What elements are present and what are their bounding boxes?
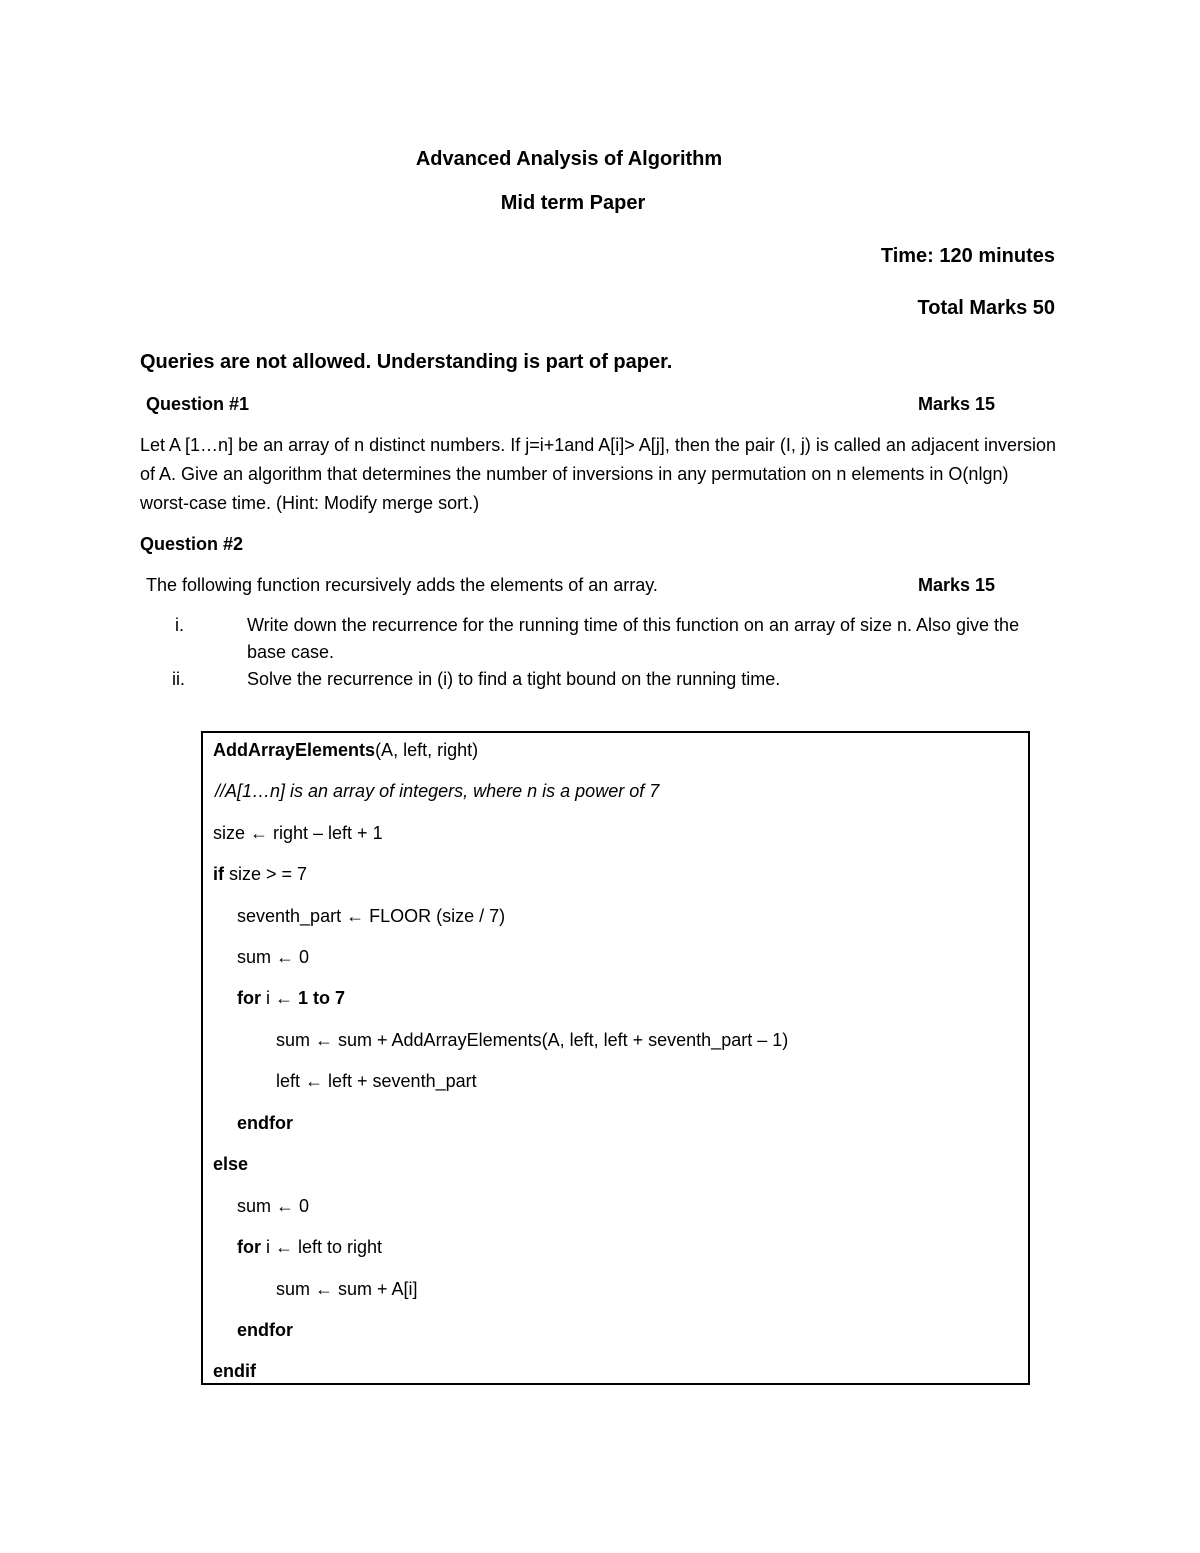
list-item-text: Solve the recurrence in (i) to find a tight bound on the running time.	[247, 669, 781, 689]
code-line: left ← left + seventh_part	[276, 1071, 477, 1091]
list-item-number: i.	[175, 615, 184, 635]
instructions-note: Queries are not allowed. Understanding is part of paper.	[140, 351, 673, 373]
keyword: for	[237, 988, 261, 1008]
question-1-heading: Question #1	[146, 394, 250, 414]
time-label: Time: 120 minutes	[880, 245, 1055, 267]
code-range: 1 to 7	[298, 988, 346, 1008]
code-line-for	[237, 1237, 382, 1258]
code-line-if	[213, 864, 307, 885]
code-line-signature	[213, 740, 478, 761]
code-line-endfor: endfor	[237, 1113, 293, 1133]
question-2-heading: Question #2	[140, 534, 244, 554]
question-2-marks: Marks 15	[918, 575, 996, 595]
code-line-else: else	[213, 1154, 249, 1174]
question-1-text: Let A [1…n] be an array of n distinct numbers. If j=i+1and A[i]> A[j], then the pair (I, j) is called an adjacent inversion of A. Give an algorithm that determines the number of inversions in any permutation on n elements in O(nlgn) worst-case time. (Hint: Modify merge sort.)	[140, 435, 1057, 513]
function-args: (A, left, right)	[375, 740, 479, 760]
code-line-endif: endif	[213, 1361, 256, 1381]
code-text: size > = 7	[224, 864, 308, 884]
question-1-marks: Marks 15	[918, 394, 996, 414]
code-line: sum ← 0	[237, 947, 310, 967]
code-line-for	[237, 988, 345, 1009]
keyword: if	[213, 864, 224, 884]
paper-subtitle: Mid term Paper	[500, 192, 646, 214]
code-line: seventh_part ← FLOOR (size / 7)	[237, 906, 506, 926]
function-name: AddArrayElements	[213, 740, 376, 760]
code-text: i ← left to right	[261, 1237, 383, 1257]
code-line-endfor: endfor	[237, 1320, 293, 1340]
keyword: for	[237, 1237, 261, 1257]
code-line: sum ← sum + AddArrayElements(A, left, left + seventh_part – 1)	[276, 1030, 789, 1050]
pseudocode-box	[201, 731, 1030, 1385]
total-marks-label: Total Marks 50	[917, 297, 1055, 319]
paper-title: Advanced Analysis of Algorithm	[415, 148, 723, 170]
code-line: size ← right – left + 1	[213, 823, 383, 843]
code-line: sum ← 0	[237, 1196, 310, 1216]
code-line: sum ← sum + A[i]	[276, 1279, 418, 1299]
list-item-number: ii.	[172, 669, 185, 689]
code-line-comment: //A[1…n] is an array of integers, where n is a power of 7	[215, 781, 660, 801]
code-text: i ←	[261, 988, 299, 1008]
list-item-text: Write down the recurrence for the running time of this function on an array of size n. Also give the base case.	[247, 615, 1020, 662]
question-2-intro: The following function recursively adds the elements of an array.	[146, 575, 658, 595]
